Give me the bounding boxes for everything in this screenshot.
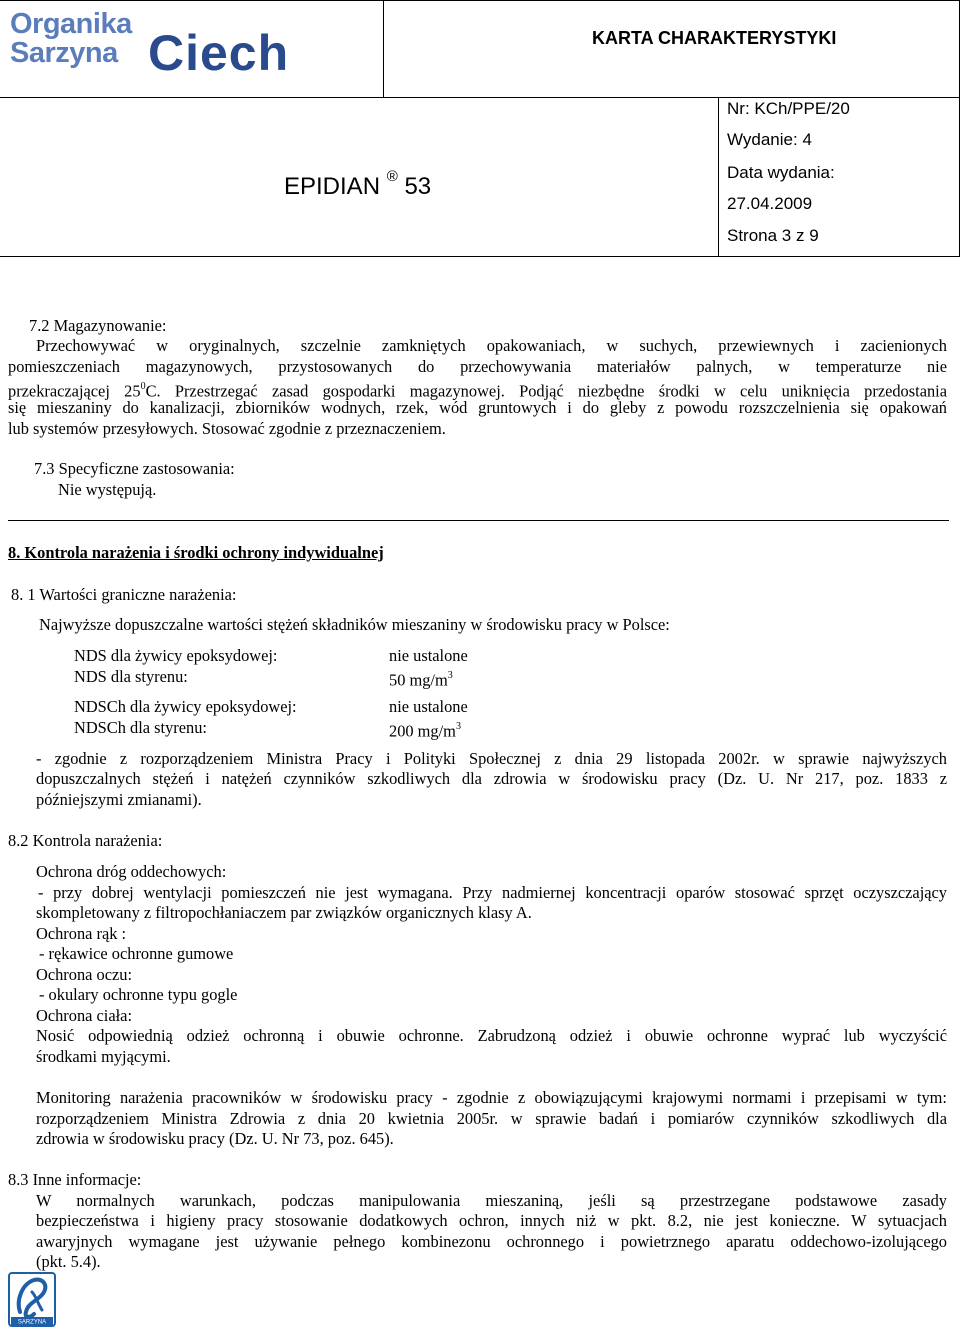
respiratory-protection-text: - przy dobrej wentylacji pomieszczeń nie jest wymagana. Przy nadmiernej koncentracji oparów stosować sprzęt oczyszczający [38, 883, 947, 902]
sarzyna-stamp-logo [8, 1272, 56, 1327]
other-info-text: bezpieczeństwa i higieny pracy stosowanie dodatkowych ochron, innych niż w pkt. 8.2, nie jest konieczne. W sytuacjach [36, 1211, 947, 1230]
section-divider [8, 520, 949, 521]
regulation-note-line: późniejszymi zmianami). [36, 790, 202, 809]
company-logo [0, 0, 383, 97]
section-7-2-heading: 7.2 Magazynowanie: [29, 316, 167, 335]
section-8-1-heading: 8. 1 Wartości graniczne narażenia: [11, 585, 237, 604]
page-number: Strona 3 z 9 [727, 226, 819, 245]
document-header [0, 0, 959, 257]
limit-label: NDSCh dla żywicy epoksydowej: [74, 697, 297, 716]
limit-value: nie ustalone [389, 697, 468, 716]
section-8-2-heading: 8.2 Kontrola narażenia: [8, 831, 163, 850]
date-label: Data wydania: [727, 163, 835, 182]
document-number: Nr: KCh/PPE/20 [727, 99, 850, 118]
section-8-3-heading: 8.3 Inne informacje: [8, 1170, 142, 1189]
storage-text-line: się mieszaniny do kanalizacji, zbiorników wodnych, rzek, wód gruntowych i do gleby z powodu rozszczelnienia się opakowań [8, 398, 947, 417]
monitoring-text: Monitoring narażenia pracowników w środowisku pracy - zgodnie z obowiązującymi krajowymi normami i przepisami w tym: [36, 1088, 947, 1107]
eye-protection-text: - okulary ochronne typu gogle [39, 985, 238, 1004]
monitoring-text: rozporządzeniem Ministra Zdrowia z dnia 20 kwietnia 2005r. w sprawie badań i pomiarów czynników szkodliwych dla [36, 1109, 947, 1128]
storage-text-line: przekraczającej $25^0C$. Przestrzegać zasad gospodarki magazynowej. Podjąć niezbędne środki w celu uniknięcia przedostania [8, 381, 947, 401]
monitoring-text: zdrowia w środowisku pracy (Dz. U. Nr 73, poz. 645). [36, 1129, 394, 1148]
limit-value: 200 $mg/m^3$ [389, 721, 461, 741]
other-info-text: awaryjnych wymagane jest używanie pełnego kombinezonu ochronnego i powietrznego aparatu oddechowo-izolującego [36, 1232, 947, 1251]
limit-label: NDS dla styrenu: [74, 667, 188, 686]
organika-sarzyna-logo: Organika Sarzyna [10, 8, 132, 69]
edition: Wydanie: 4 [727, 130, 812, 149]
section-8-heading: 8. Kontrola narażenia i środki ochrony indywidualnej [8, 543, 384, 562]
body-protection-text: Nosić odpowiednią odzież ochronną i obuwie ochronne. Zabrudzoną odzież i obuwie ochronne wyprać lub wyczyścić [36, 1026, 947, 1045]
ciech-logo: Ciech [148, 25, 290, 81]
hand-protection-heading: Ochrona rąk : [36, 924, 127, 943]
document-title: KARTA CHARAKTERYSTYKI [592, 28, 837, 48]
storage-text-line: lub systemów przesyłowych. Stosować zgodnie z przeznaczeniem. [8, 419, 446, 438]
limit-label: NDS dla żywicy epoksydowej: [74, 646, 278, 665]
limit-value: 50 $mg/m^3$ [389, 670, 453, 690]
eye-protection-heading: Ochrona oczu: [36, 965, 133, 984]
specific-uses-text: Nie występują. [58, 480, 157, 499]
registered-mark: ® [386, 168, 398, 185]
storage-text-line: pomieszczeniach magazynowych, przystosowanych do przechowywania materiałów palnych, w temperaturze nie [8, 357, 947, 376]
regulation-note-line: dopuszczalnych stężeń i natężeń czynników szkodliwych dla zdrowia w środowisku pracy (Dz. U. Nr 217, poz. 1833 z [36, 769, 947, 788]
hand-protection-text: - rękawice ochronne gumowe [39, 944, 234, 963]
respiratory-protection-heading: Ochrona dróg oddechowych: [36, 862, 227, 881]
svg-text:SARZYNA: SARZYNA [17, 1319, 47, 1326]
regulation-note-line: - zgodnie z rozporządzeniem Ministra Pracy i Polityki Społecznej z dnia 29 listopada 2002r. w sprawie najwyższych [36, 749, 947, 768]
limit-value: nie ustalone [389, 646, 468, 665]
other-info-text: (pkt. 5.4). [36, 1252, 101, 1271]
limits-intro: Najwyższe dopuszczalne wartości stężeń składników mieszaniny w środowisku pracy w Polsce: [39, 615, 670, 634]
section-7-3-heading: 7.3 Specyficzne zastosowania: [34, 459, 235, 478]
respiratory-protection-text: skompletowany z filtropochłaniaczem par związków organicznych klasy A. [36, 903, 532, 922]
storage-text-line: Przechowywać w oryginalnych, szczelnie zamkniętych opakowaniach, w suchych, przewiewnych i zacienionych [36, 336, 947, 355]
body-protection-text: środkami myjącymi. [36, 1047, 171, 1066]
date-value: 27.04.2009 [727, 194, 813, 213]
product-name: EPIDIAN ® 53 [284, 168, 432, 200]
body-protection-heading: Ochrona ciała: [36, 1006, 133, 1025]
other-info-text: W normalnych warunkach, podczas manipulowania mieszaniną, jeśli są przestrzegane podstawowe zasady [36, 1191, 947, 1210]
limit-label: NDSCh dla styrenu: [74, 718, 207, 737]
